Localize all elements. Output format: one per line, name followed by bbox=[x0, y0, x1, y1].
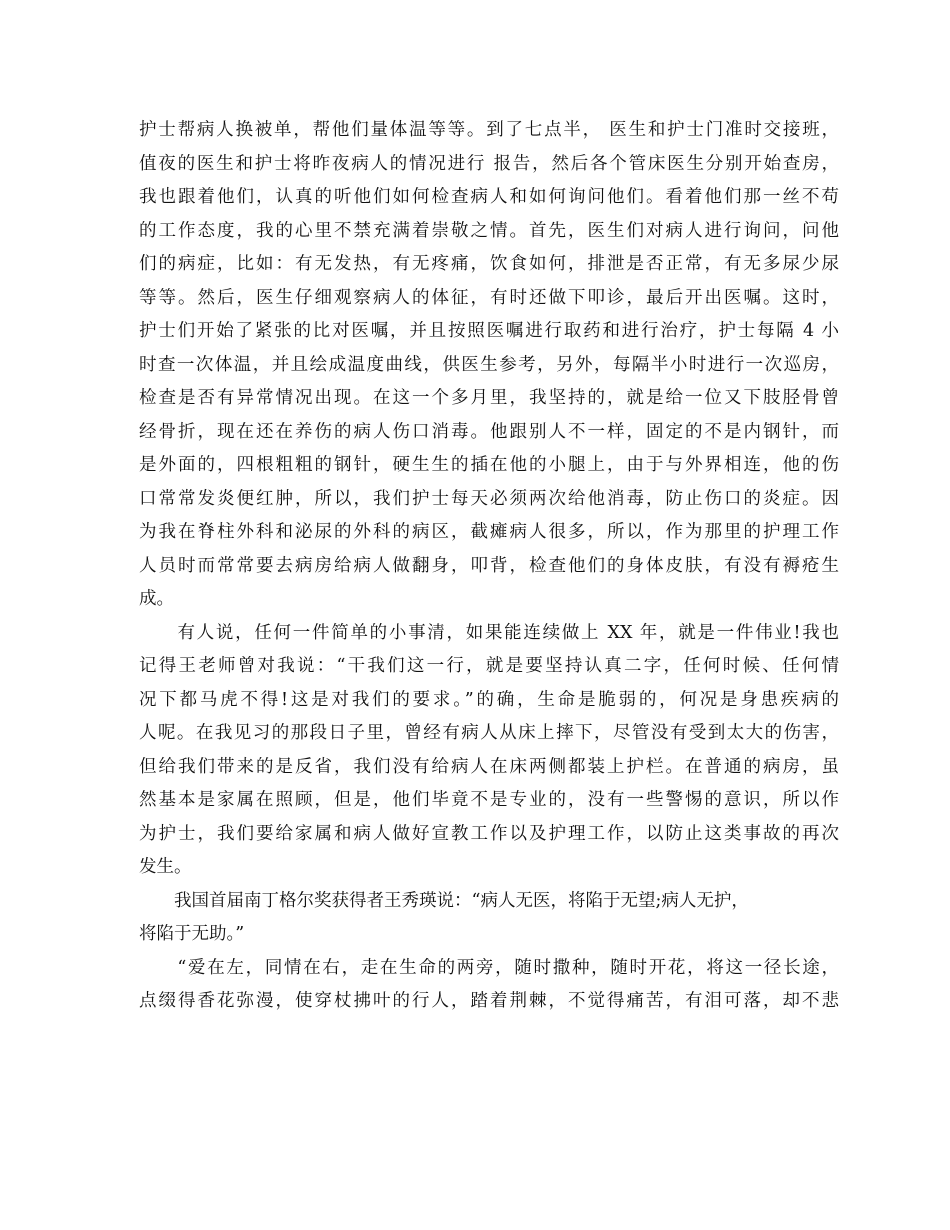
text-line: 有人说，任何一件简单的小事清，如果能连续做上 XX 年，就是一件伟业!我也 bbox=[139, 622, 839, 643]
text-line: 况下都马虎不得!这是对我们的要求。”的确，生命是脆弱的，何况是身患疾病的 bbox=[139, 689, 839, 710]
text-line: 值夜的医生和护士将昨夜病人的情况进行 报告，然后各个管床医生分别开始查房， bbox=[139, 153, 839, 174]
text-line: 检查是否有异常情况出现。在这一个多月里，我坚持的，就是给一位又下肢胫骨曾 bbox=[139, 388, 839, 408]
text-line: 将陷于无助。” bbox=[139, 924, 245, 944]
text-line: 然基本是家属在照顾，但是，他们毕竟不是专业的，没有一些警惕的意识，所以作 bbox=[139, 790, 839, 810]
text-line: 为护士，我们要给家属和病人做好宣教工作以及护理工作，以防止这类事故的再次 bbox=[139, 823, 839, 844]
text-line: 点缀得香花弥漫，使穿杖拂叶的行人，踏着荆棘，不觉得痛苦，有泪可落，却不悲 bbox=[139, 991, 839, 1011]
text-line: 的工作态度，我的心里不禁充满着崇敬之情。首先，医生们对病人进行询问，问他 bbox=[139, 220, 839, 241]
text-line: 为我在脊柱外科和泌尿的外科的病区，截瘫病人很多，所以，作为那里的护理工作 bbox=[139, 522, 839, 542]
text-line: “爱在左，同情在右，走在生命的两旁，随时撒种，随时开花，将这一径长途， bbox=[139, 957, 839, 978]
text-line: 发生。 bbox=[139, 857, 192, 877]
text-line: 护士们开始了紧张的比对医嘱，并且按照医嘱进行取药和进行治疗，护士每隔 4 小 bbox=[139, 321, 839, 341]
text-line: 等等。然后，医生仔细观察病人的体征，有时还做下叩诊，最后开出医嘱。这时， bbox=[139, 287, 839, 308]
body-text bbox=[139, 114, 839, 1019]
text-line: 们的病症，比如：有无发热，有无疼痛，饮食如何，排泄是否正常，有无多尿少尿 bbox=[139, 254, 839, 274]
text-line: 记得王老师曾对我说：“干我们这一行，就是要坚持认真二字，任何时候、任何情 bbox=[139, 656, 839, 676]
text-line: 护士帮病人换被单，帮他们量体温等等。到了七点半， 医生和护士门准时交接班， bbox=[139, 120, 839, 140]
text-line: 时查一次体温，并且绘成温度曲线，供医生参考，另外，每隔半小时进行一次巡房， bbox=[139, 354, 839, 375]
text-line: 我国首届南丁格尔奖获得者王秀瑛说：“病人无医，将陷于无望;病人无护， bbox=[139, 890, 749, 911]
text-line: 是外面的，四根粗粗的钢针，硬生生的插在他的小腿上，由于与外界相连，他的伤 bbox=[139, 455, 839, 475]
text-line: 我也跟着他们，认真的听他们如何检查病人和如何询问他们。看着他们那一丝不苟 bbox=[139, 187, 839, 207]
text-line: 经骨折，现在还在养伤的病人伤口消毒。他跟别人不一样，固定的不是内钢针，而 bbox=[139, 421, 839, 442]
text-line: 人呢。在我见习的那段日子里，曾经有病人从床上摔下，尽管没有受到太大的伤害， bbox=[139, 723, 839, 743]
text-line: 但给我们带来的是反省，我们没有给病人在床两侧都装上护栏。在普通的病房，虽 bbox=[139, 756, 839, 777]
text-line: 人员时而常常要去病房给病人做翻身，叩背，检查他们的身体皮肤，有没有褥疮生 bbox=[139, 555, 839, 576]
text-line: 成。 bbox=[139, 589, 174, 609]
text-line: 口常常发炎便红肿，所以，我们护士每天必须两次给他消毒，防止伤口的炎症。因 bbox=[139, 488, 839, 509]
